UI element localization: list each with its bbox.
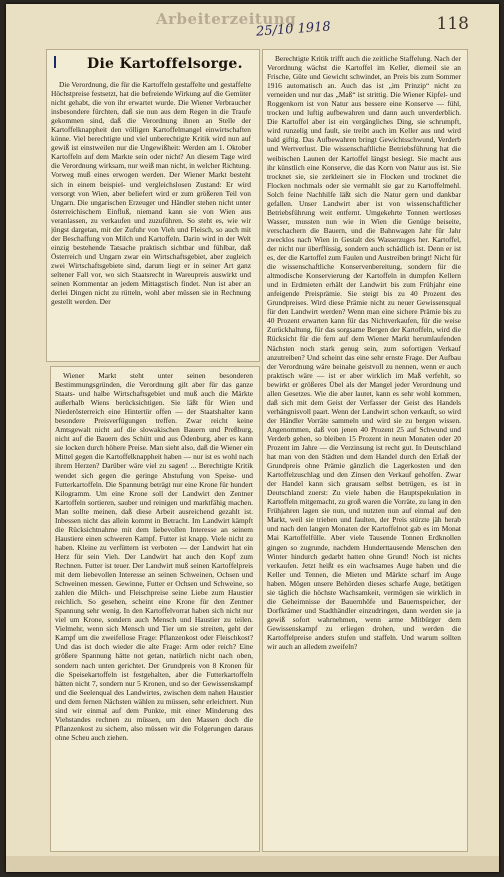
column-3-text: Berechtigte Kritik trifft auch die zeitliche Staffelung. Nach der Verordnung wächst die Kartoffel im Keller, diemeil sie an Frische, Güte und Gewicht schwindet, an Preis bis zum Sommer 1916 automatisch an. Auch das ist „im Prinzip“ nicht zu verneiden und nur das „Maß“ ist strittig. Die Wiener Kipfel- und Roggenkorn ist von Natur aus bessere eine Konserve — fühl, trocken und luftig aufbewahren und dann auch unverderblich. Die Kartoffel aber ist ein vergängliches Ding, sie schrumpft, wird runzelig und fault, sie treibt auch im Keller aus und wird bald giftig. Das Aufbewahren bringt Gewichtsschwund, Verderb und Wertverlust. Die wissenschaftliche Betriebsführung hat die weibischen Launen der Kartoffel längst besiegt. Sie macht aus ihr künstlich eine Konserve, die das Korn von Natur aus ist. Sie trocknet sie, sie zerkleinert sie in Flocken und trocknet die Flocken nochmals oder sie vermahlt sie gar zu Kartoffelmehl. Solch feine Nachhilfe läßt sich die Natur gern und dankbar gefallen. Unser Landwirt aber ist von wissenschaftlicher Betriebsführung weit entfernt. Umgekehrte Tonnen wertloses Wasser, mussten nun wie in Wien die Genüge beiseite, verschachern die Bauern, und die Bahnwagen Jahr für Jahr zwecklos nach Wien in Gestalt des Wasserzuges her. Kartoffel, der nicht nur überflüssig, sondern auch schädlich ist. Denn er ist es, der die Kartoffel zum Faulen und Austreiben bringt! Nicht für die wissenschaftliche Konservenbereitung, sondern für die altmodische Konservierung der Kartoffeln in dumpfen Kellern und in Erdmieten erhält der Landwirt bis zum Frühjahr eine anfeigende Preisprämie. Sie steigt bis zu 40 Prozent des Grundpreises. Wird diese Prämie nicht zu neuer Gewissensqual für den Landwirt werden? Wenn man eine sichere Prämie bis zu 40 Prozent erwarten kann für das Nichtverkaufen, für die weise Zurückhaltung, für das sorgsame Bergen der Kartoffeln, wird die Rücksicht für die fern auf dem Wiener Markt herumlaufenden Nächsten noch stark genug sein, zum sofortigen Verkauf anzutreiben? Und scheint das eine sehr ernste Frage. Der Aufbau der Verordnung wäre beinahe geistvoll zu nennen, wenn er auch praktisch wäre — ist er aber wirklich im Maß verfehlt, so bewirkt er größeres Übel als der Mangel jeder Verordnung und allen Gesetzes. Wie die aber lautet, kann es sehr wohl kommen, daß sich mit dem Geist der Verfasser der Geist des Handels verhängnisvoll paart. Wenn der Landwirt schon verkauft, so wird der Händler Vorräte sammeln und wird sie zu bergen wissen. Angenommen, daß von jenen 40 Prozent 25 auf Schwund und Verderb gehen, so bleiben 15 Prozent in neun Monaten oder 20 Prozent im Jahre — die Verzinsung ist recht gut. In Deutschland hat man von den Städten und dem Handel durch den Erlaß der Grundpreis ohne Prämie gänzlich die Lagerkosten und den Kartoffelzuschlag und den Zinsen den Verkauf geholfen. Zwar der Handel kann sich grausam selbst betrügen, es ist in Deutschland zuerst: Zu viele haben die Hauptspekulation in Kartoffeln mitgemacht, zu groß waren die Vorräte, zu lang in den Frühjahren lagen sie nun, und nutzten nun auf einmal auf den Markt, weil sie trieben und faulten, der Preis stürzte jäh herab und nach den langen Monaten der Kartoffelnot gab es im Monat Mai Kartoffelfülle. Aber viele Tausende Tonnen Erdknollen gingen so zugrunde, nachdem Hunderttausende Menschen den Winter hindurch gedarbt hatten ohne Grund! Noch ist nichts verkaufen. Jetzt heißt es ein wachsames Auge haben und die Keller und Tennen, die Mieten und Märkte scharf im Auge haben. Mögen unsere Behörden dieses scharfe Auge, betätigen sie täglich die höchste Wachsamkeit, vermögen sie wirklich in die Geheimnisse der Bauernhöfe und Bauernspeicher, der Dorfkrämer und Stadthändler einzudringen, dann werden sie ja gewiß sofort wahrnehmen, wenn arme Mitbürger dem Gewissenskampf zu erliegen drohen, und werden die Kartoffelpreise anders stufen und staffeln. Und warum sollten wir auch an alledem zweifeln? <box>267 54 461 652</box>
masthead: Arbeiterzeitung <box>156 10 297 28</box>
page-number: 118 <box>436 14 469 34</box>
pencil-mark <box>54 56 56 68</box>
sheet-bottom-edge <box>6 856 499 872</box>
clipping-left-top <box>46 49 260 362</box>
clipping-left-bottom <box>50 366 260 852</box>
page-header <box>6 4 499 44</box>
article-title: Die Kartoffelsorge. <box>87 56 243 72</box>
column-2-text: Wiener Markt steht unter seinen besonderen Bestimmungsgründen, die Verordnung gilt aber für das ganze Staats- und halbe Wirtschaftsgebiet und muß auch die Märkte außerhalb Wiens berücksichtigen. Sie läßt für Wien und Niederösterreich eine Hintertür offen — der Staatshalter kann besondere Preisverfügungen treffen. Zwar reicht keine Amtsgewalt nicht auf die slowakischen Bauern und Preßburg, nicht auf die Bauern des Schütt und aus Ödenburg, aber es kann sie locken durch höhere Preise. Man sieht also, daß die Wiener ein Mittel gegen die Kartoffelknappheit haben — nur ist es wohl nach ihrem Herzen? Darüber wäre viel zu sagen! ... Berechtigte Kritik wendet sich gegen die geringe Abstufung von Speise- und Futterkartoffeln. Die Spannung beträgt nur eine Krone für hundert Kilogramm. Um eine Krone soll der Landwirt den Zentner Kartoffeln sortieren, sauber und reinigen und marktfähig machen. Man sollte meinen, daß diese Arbeit ausreichend gezahlt ist. Inbessen nicht das allein kommt in Betracht. Im Landwirt kämpft die Rücksichtnahme mit dem liebevollen Interesse an seinem Haustiere einen schweren Kampf. Futter ist knapp. Viele nicht zu haben. Kleine zu verfüttern ist verboten — der Landwirt hat ein Herz für sein Vieh. Der Landwirt hat auch den Kopf zum Rechnen. Futter ist teuer. Der Landwirt muß seinen Kartoffelpreis mit dem liebevollen Interesse an seinen Schweinen, Ochsen und Schweinen messen. Gewinne, Futter er Ochsen und Schweine, so zahlen die Milch- und Fleischpreise seine Liebe zum Haustier reichlich. So gesehen, scheint eine Krone für den Zentner Spannung sehr wenig. In den Kartoffelvorrat haben sich nicht nur viel um Krone, sondern auch Mensch und Haustier zu teilen. Vielmehr, wenn sich Mensch und Tier um sie streiten, geht der Kampf um die zweifellose Frage: Pflanzenkost oder Fleischkost? Und das ist doch wieder die alte Frage: Arm oder reich? Eine größere Spannung hätte not getan, natürlich nicht nach oben, sondern nach unten gerichtet. Der Grundpreis von 8 Kronen für die Speisekartoffeln ist festgehalten, aber die Futterkartoffeln hätten nicht 7, sondern nur 5 Kronen, und so der Gewissenskampf und die Seelenqual des Landwirtes, zwischen dem nahen Haustier und dem fernen Nächsten wählen zu müssen, sehr erleichtert. Nun sind wir einmal auf dem Punkte, mit einer Minderung des Viehstandes rechnen zu müssen, um den Massen doch die Pflanzenkost zu sichern, also müssen wir die Folgerungen daraus ohne Scheu auch ziehen. <box>55 371 253 742</box>
article-column-3 <box>267 54 461 847</box>
archive-sheet <box>6 4 499 872</box>
clipping-right <box>262 49 468 852</box>
article-column-2 <box>55 371 253 847</box>
column-1-text: Die Verordnung, die für die Kartoffeln gestaffelte und gestaffelte Höchstpreise festsetzt, hat die befreiende Wirkung auf die Gemüter nicht gehabt, die von ihr erwartet wurde. Die Wiener Verbraucher insbesondere fürchten, daß sie nun aus dem Regen in die Traufe gekommen sind, daß die Verordnung ihnen an Stelle der Kartoffelknappheit den völligen Kartoffelmangel einwirtschaften könne. Viel berechtigte und viel unberechtigte Kritik wird nun auf gewiß ist einstweilen nur die Ungewißheit: Werden am 1. Oktober Kartoffeln auf dem Markte sein oder nicht? An diesem Tage wird die Verordnung wirksam, nur weiß man nicht, in welcher Richtung. Vorweg muß eines erwogen werden. Der Wiener Markt besteht sich in einem beispiel- und vergleichslosen Zustand: Er wird versorgt von Wien, aber beliefert wird er zum größeren Teil von Ungarn. Die ungarischen Erzeuger und Händler stehen nicht unter österreichischem Einfluß, niemand kann sie von Wien aus veranlassen, zu verkaufen und zuzuführen. So steht es, wie wir jüngst dargetan, mit der Zufuhr von Vieh und Fleisch, so auch mit der Beschaffung von Milch und Kartoffeln. Darin wird in der Welt einzig bestehende Tatsache praktisch sichtbar und fühlbar, daß Österreich und Ungarn zwar ein Wirtschaftsgebiet, aber zugleich zwei Wirtschaftsgebiete sind, darum liegt er in seiner Art ganz seltener Fall vor, wo sich Staatsrecht in Wareupreis auswirkt und seinen Kommentar an jedem Mittagstisch findet. Nun ist aber an derlei Dingen nicht zu rütteln, wohl aber müssen sie in Rechnung gestellt werden. Der <box>51 80 251 307</box>
handwritten-date: 25/10 1918 <box>255 19 332 40</box>
article-column-1 <box>51 80 251 356</box>
